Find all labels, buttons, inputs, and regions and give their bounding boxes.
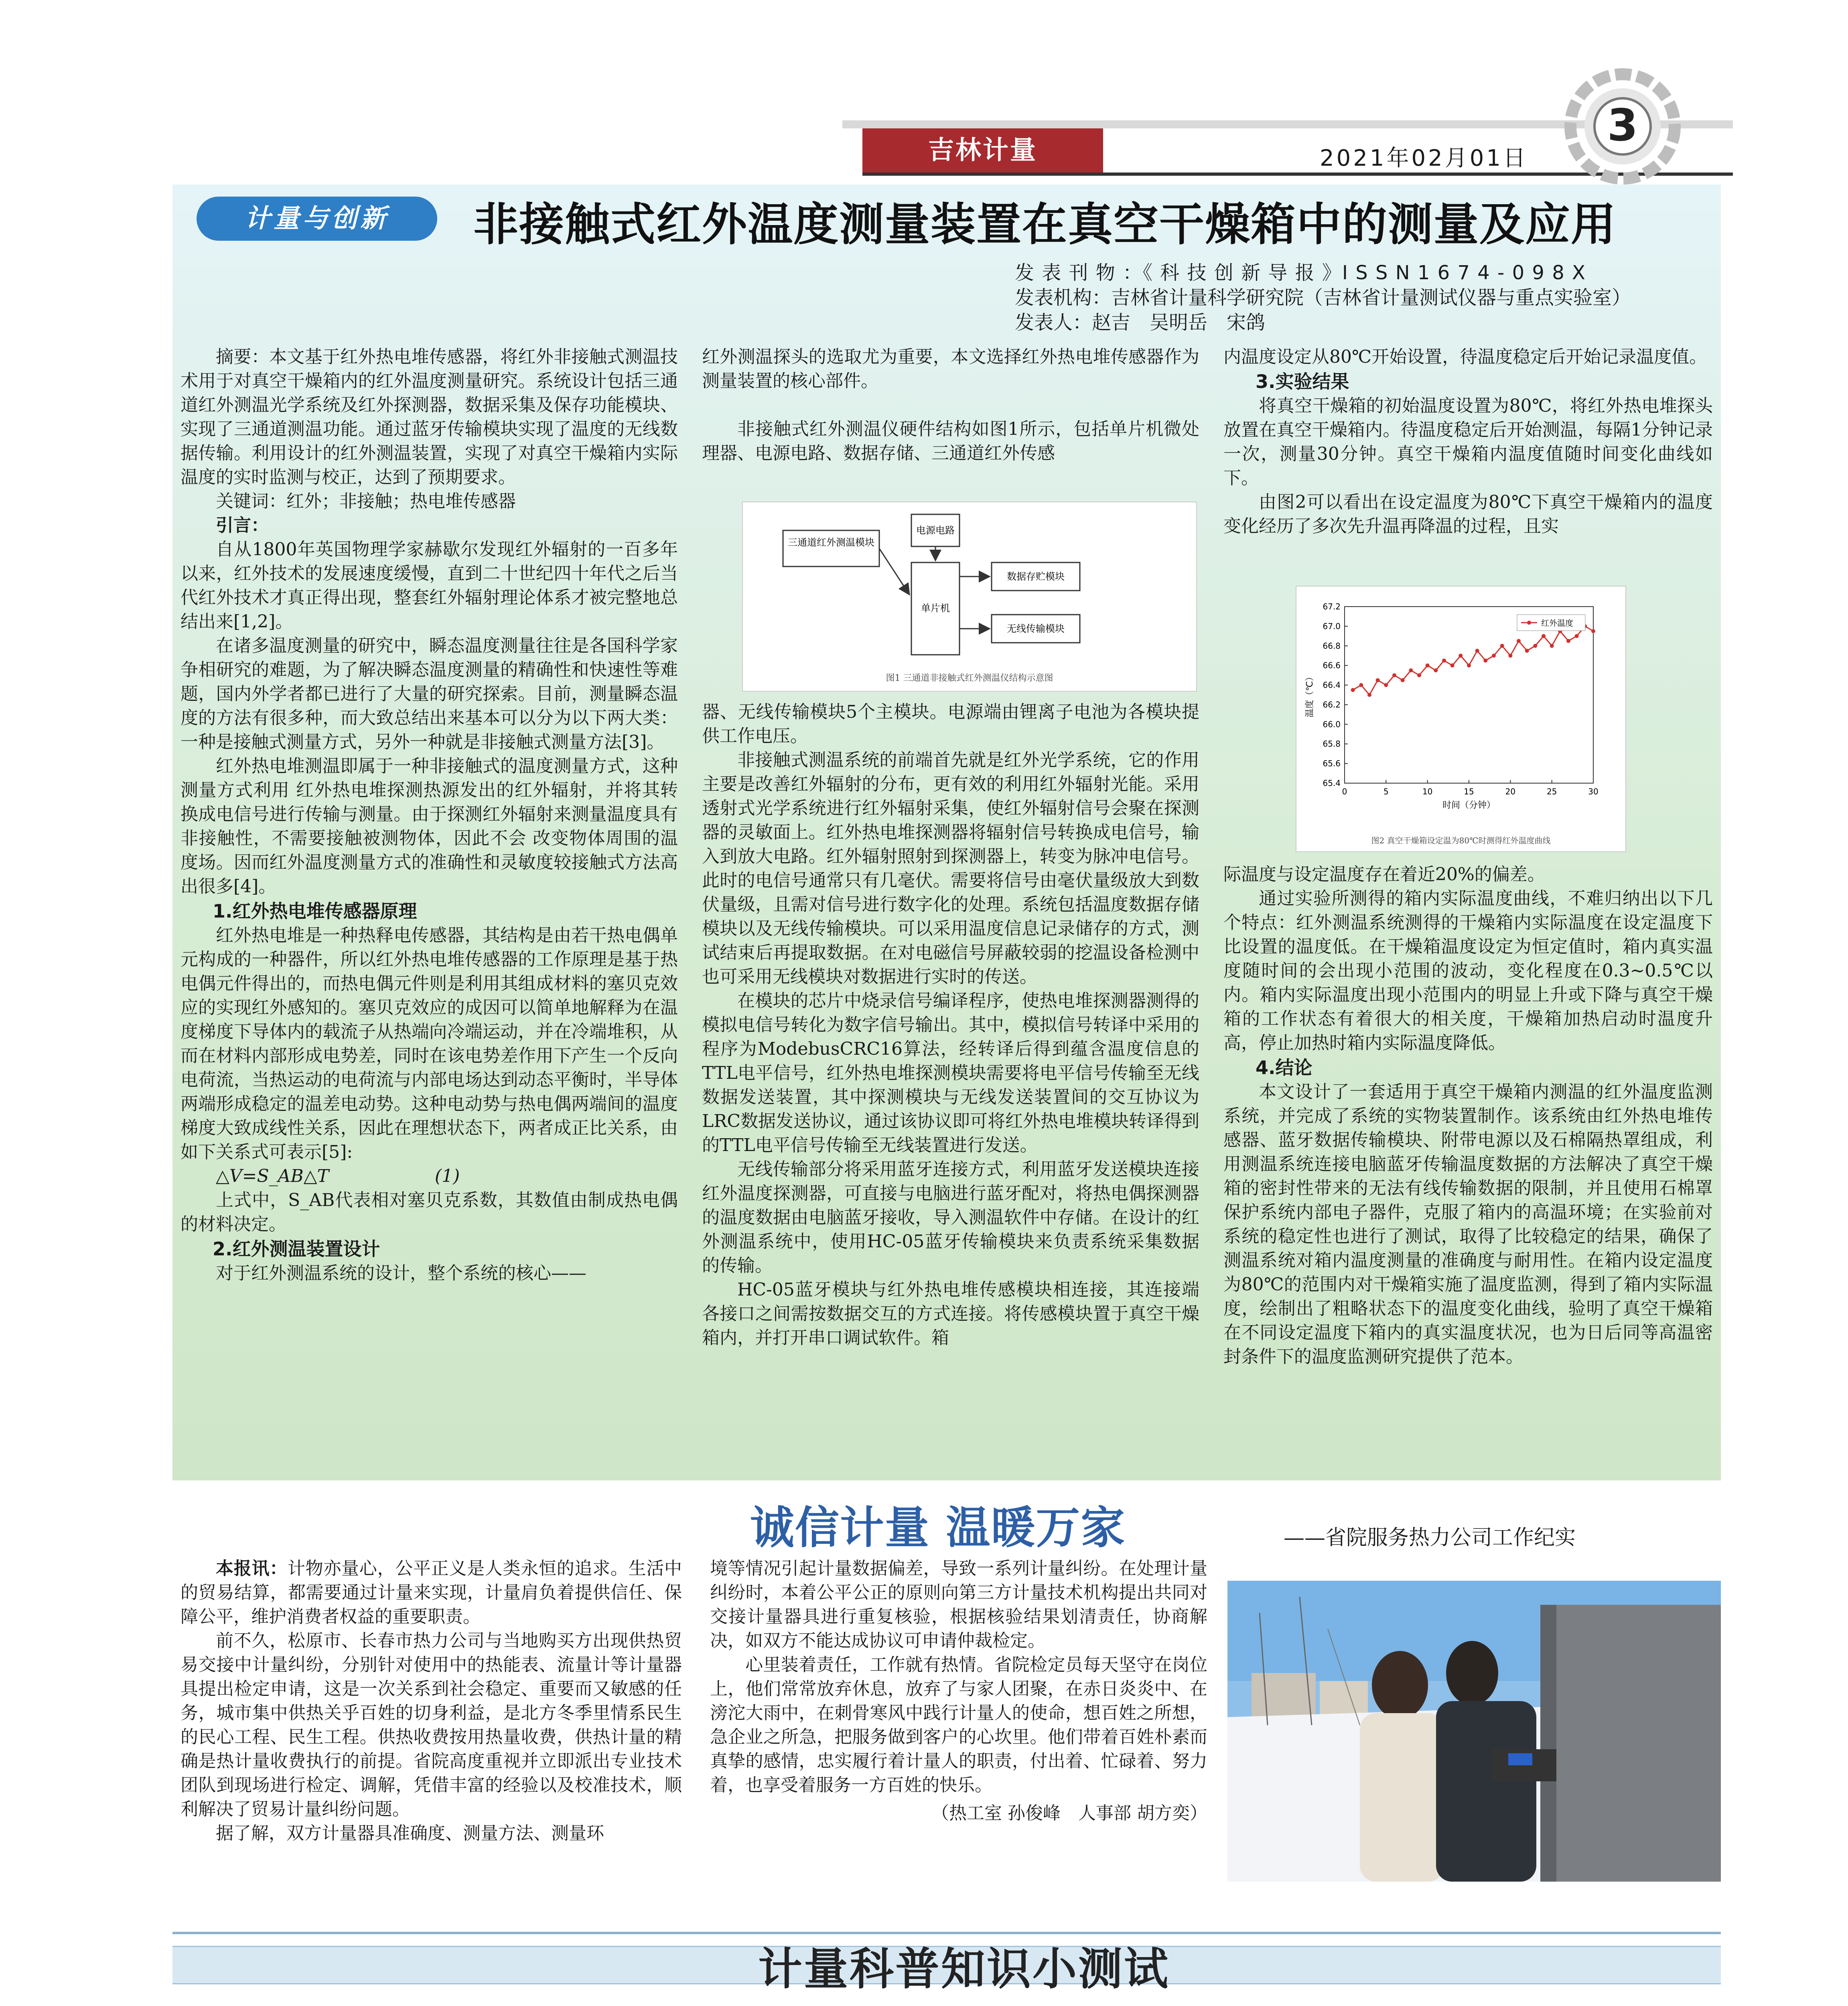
paragraph: 红外测温探头的选取尤为重要，本文选择红外热电堆传感器作为测量装置的核心部件。 bbox=[702, 347, 1199, 391]
paragraph: 通过实验所测得的箱内实际温度曲线，不难归纳出以下几个特点：红外测温系统测得的干燥箱内实际温度在设定温度下比设置的温度低。在干燥箱温度设定为恒定值时，箱内真实温度随时间的会出现小范围的波动，变化程度在0.3~0.5℃以内。箱内实际温度出现小范围内的明显上升或下降与真空干燥箱的工作状态有着很大的相关度，干燥箱加热启动时温度升高，停止加热时箱内实际温度降低。 bbox=[1223, 888, 1713, 1053]
data-point bbox=[1409, 668, 1413, 672]
figure-1-caption: 图1 三通道非接触式红外测温仪结构示意图 bbox=[886, 673, 1053, 683]
series-line bbox=[1353, 626, 1593, 695]
meta-authors: 发表人：赵吉 吴明岳 宋鸽 bbox=[1015, 311, 1266, 334]
y-tick-label: 66.8 bbox=[1323, 641, 1341, 651]
x-tick-label: 20 bbox=[1505, 787, 1516, 796]
y-tick-label: 67.0 bbox=[1323, 621, 1341, 631]
data-point bbox=[1525, 649, 1529, 653]
lead-text: 计物亦量心，公平正义是人类永恒的追求。生活中的贸易结算，都需要通过计量来实现，计量肩负着提供信任、保障公平，维护消费者权益的重要职责。 bbox=[181, 1558, 682, 1627]
y-tick-label: 65.6 bbox=[1323, 759, 1341, 769]
paragraph: 非接触式红外测温仪硬件结构如图1所示，包括单片机微处理器、电源电路、数据存储、三通道红外传感 bbox=[702, 419, 1199, 463]
meta-organization: 发表机构：吉林省计量科学研究院（吉林省计量测试仪器与重点实验室） bbox=[1015, 286, 1631, 309]
box-ir-module: 三通道红外测温模块 bbox=[788, 537, 874, 548]
y-tick-label: 66.2 bbox=[1323, 700, 1341, 710]
y-tick-label: 65.4 bbox=[1323, 778, 1341, 788]
x-tick-label: 10 bbox=[1422, 787, 1433, 796]
data-point bbox=[1483, 658, 1487, 662]
lead-label: 本报讯： bbox=[216, 1558, 288, 1579]
paragraph: HC-05蓝牙模块与红外热电堆传感模块相连接，其连接端各接口之间需按数据交互的方式连接。将传感模块置于真空干燥箱内，并打开串口调试软件。箱 bbox=[702, 1279, 1199, 1348]
quiz-title: 计量科普知识小测试 bbox=[758, 1943, 1170, 1995]
section-heading: 4.结论 bbox=[1256, 1057, 1312, 1078]
x-axis-label: 时间（分钟） bbox=[1442, 800, 1496, 810]
y-tick-label: 66.4 bbox=[1323, 680, 1341, 690]
data-point bbox=[1450, 664, 1454, 668]
byline: （热工室 孙俊峰 人事部 胡方奕） bbox=[931, 1803, 1207, 1823]
data-point bbox=[1376, 678, 1380, 682]
x-tick-label: 15 bbox=[1464, 787, 1474, 796]
data-point bbox=[1591, 629, 1595, 633]
paragraph: 本文设计了一套适用于真空干燥箱内测温的红外温度监测系统，并完成了系统的实物装置制作。该系统由红外热电堆传感器、蓝牙数据传输模块、附带电源以及石棉隔热罩组成，利用测温系统连接电脑蓝牙传输温度数据的方法解决了真空干燥箱的密封性带来的无法有线传输数据的限制，并且使用石棉罩保护系统内部电子器件，克服了箱内的高温环境；在实验前对系统的稳定性也进行了测试，取得了比较稳定的结果，确保了测温系统对箱内温度测量的准确度与耐用性。在箱内设定温度为80℃的范围内对干燥箱实施了温度监测，得到了箱内实际温度，绘制出了粗略状态下的温度变化曲线，验明了真空干燥箱在不同设定温度下箱内的真实温度状况，也为日后同等高温密封条件下的温度监测研究提供了范本。 bbox=[1223, 1082, 1713, 1367]
paragraph: 红外热电堆测温即属于一种非接触式的温度测量方式，这种测量方式利用 红外热电堆探测热源发出的红外辐射，并将其转换成电信号进行传输与测量。由于探测红外辐射来测量温度具有非接触性，不需要接触被测物体，因此不会 改变物体周围的温度场。因而红外温度测量方式的准确性和灵敏度较接触式方法高出很多[4]。 bbox=[181, 756, 678, 897]
data-point bbox=[1500, 644, 1504, 648]
box-wireless: 无线传输模块 bbox=[1007, 623, 1065, 634]
keywords: 关键词：红外；非接触；热电堆传感器 bbox=[216, 491, 516, 512]
x-tick-label: 30 bbox=[1588, 787, 1598, 796]
x-tick-label: 0 bbox=[1342, 787, 1347, 796]
article2-column-2 bbox=[710, 1557, 1207, 1825]
data-point bbox=[1542, 634, 1546, 638]
page-number-badge bbox=[1564, 68, 1681, 185]
paragraph: 心里装着责任，工作就有热情。省院检定员每天坚守在岗位上，他们常常放弃休息，放弃了与家人团聚，在赤日炎炎中、在滂沱大雨中，在刺骨寒风中践行计量人的使命，想百姓之所想，急企业之所急，把服务做到客户的心坎里。他们带着百姓朴素而真挚的感情，忠实履行着计量人的职责，付出着、忙碌着、努力着，也享受着服务一方百姓的快乐。 bbox=[710, 1655, 1207, 1795]
paragraph: 自从1800年英国物理学家赫歇尔发现红外辐射的一百多年以来，红外技术的发展速度缓慢，直到二十世纪四十年代之后当代红外技术才真正得出现，整套红外辐射理论体系才被完整地总结出来[1,2]。 bbox=[181, 539, 678, 632]
article1-column-2a bbox=[702, 345, 1199, 465]
temperature-line-chart bbox=[1296, 587, 1625, 851]
y-tick-label: 65.8 bbox=[1323, 739, 1341, 749]
data-point bbox=[1359, 683, 1363, 687]
data-point bbox=[1392, 673, 1396, 677]
paragraph: 际温度与设定温度存在着近20%的偏差。 bbox=[1223, 864, 1545, 885]
data-point bbox=[1467, 664, 1471, 668]
data-point bbox=[1550, 644, 1554, 648]
box-power: 电源电路 bbox=[916, 525, 955, 536]
article1-column-2b bbox=[702, 700, 1199, 1350]
page-number: 3 bbox=[1607, 99, 1638, 151]
data-point bbox=[1434, 668, 1438, 672]
data-point bbox=[1351, 688, 1355, 692]
masthead: 吉林计量 bbox=[862, 128, 1103, 173]
data-point bbox=[1533, 644, 1537, 648]
data-point bbox=[1384, 683, 1388, 687]
data-point bbox=[1367, 693, 1371, 697]
paragraph: 在诸多温度测量的研究中，瞬态温度测量往往是各国科学家争相研究的难题，为了解决瞬态温度测量的精确性和快速性等难题，国内外学者都已进行了大量的研究探索。目前，测量瞬态温度的方法有很多种，而大致总结出来基本可以分为以下两大类：一种是接触式测量方式，另外一种就是非接触式测量方法[3]。 bbox=[181, 636, 678, 752]
data-point bbox=[1575, 634, 1579, 638]
article-title: 非接触式红外温度测量装置在真空干燥箱中的测量及应用 bbox=[473, 199, 1617, 251]
data-point bbox=[1492, 654, 1496, 658]
paragraph: 对于红外测温系统的设计，整个系统的核心—— bbox=[216, 1263, 586, 1283]
section-tag: 计量与创新 bbox=[197, 197, 437, 241]
plot-frame bbox=[1345, 607, 1593, 783]
paragraph: 非接触式测温系统的前端首先就是红外光学系统，它的作用主要是改善红外辐射的分布，更有效的利用红外辐射光能。采用透射式光学系统进行红外辐射采集，使红外辐射信号会聚在探测器的灵敏面上。红外热电堆探测器将辐射信号转换成电信号，输入到放大电路。红外辐射照射到探测器上，转变为脉冲电信号。此时的电信号通常只有几毫伏。需要将信号由毫伏量级放大到数伏量级，且需对信号进行数字化的处理。系统包括温度数据存储模块以及无线传输模块。可以采用温度信息记录储存的方式，测试结束后再提取数据。在对电磁信号屏蔽较弱的挖温设备检测中也可采用无线模块对数据进行实时的传送。 bbox=[702, 750, 1199, 987]
article1-column-1 bbox=[181, 345, 678, 1285]
y-tick-label: 66.0 bbox=[1323, 719, 1341, 729]
formula: △V=S_AB△T (1) bbox=[216, 1166, 460, 1186]
article2-subtitle: ——省院服务热力公司工作纪实 bbox=[1284, 1526, 1576, 1550]
issue-date: 2021年02月01日 bbox=[1320, 145, 1528, 171]
box-mcu: 单片机 bbox=[921, 603, 950, 614]
data-point bbox=[1426, 664, 1430, 668]
paragraph: 据了解，双方计量器具准确度、测量方法、测量环 bbox=[216, 1823, 604, 1844]
data-point bbox=[1475, 649, 1479, 653]
meta-journal: 发 表 刊 物 ：《 科 技 创 新 导 报 》I S S N 1 6 7 4 - 0 9 8 X bbox=[1015, 262, 1586, 284]
figure-1-block-diagram bbox=[742, 502, 1197, 692]
paragraph: 境等情况引起计量数据偏差，导致一系列计量纠纷。在处理计量纠纷时，本着公平公正的原则向第三方计量技术机构提出共同对交接计量器具进行重复核验，根据核验结果划清责任，协商解决，如双方不能达成协议可申请仲裁检定。 bbox=[710, 1558, 1207, 1651]
y-tick-label: 67.2 bbox=[1323, 602, 1341, 611]
paragraph: 内温度设定从80℃开始设置，待温度稳定后开始记录温度值。 bbox=[1223, 347, 1707, 367]
figure-2-temperature-chart bbox=[1296, 586, 1626, 852]
data-point bbox=[1459, 654, 1463, 658]
paragraph: 上式中，S_AB代表相对塞贝克系数，其数值由制成热电偶的材料决定。 bbox=[181, 1190, 678, 1234]
paragraph: 将真空干燥箱的初始温度设置为80℃，将红外热电堆探头放置在真空干燥箱内。待温度稳定后开始测温，每隔1分钟记录一次，测量30分钟。真空干燥箱内温度值随时间变化曲线如下。 bbox=[1223, 396, 1713, 488]
intro-heading: 引言： bbox=[216, 515, 269, 536]
article2-column-1 bbox=[181, 1557, 682, 1846]
data-point bbox=[1401, 678, 1405, 682]
article2-photo bbox=[1227, 1581, 1721, 1882]
legend-label: 红外温度 bbox=[1541, 618, 1573, 628]
y-axis-label: 温度（℃） bbox=[1305, 672, 1315, 718]
section-heading: 3.实验结果 bbox=[1256, 371, 1349, 392]
paragraph: 在模块的芯片中烧录信号编译程序，使热电堆探测器测得的模拟电信号转化为数字信号输出。其中，模拟信号转译中采用的程序为ModebusCRC16算法，经转译后得到蕴含温度信息的TTL电平信号，红外热电堆探测模块需要将电平信号传输至无线数据发送装置，其中探测模块与无线发送装置间的交互协议为LRC数据发送协议，通过该协议即可将红外热电堆模块转译得到的TTL电平信号传输至无线装置进行发送。 bbox=[702, 991, 1200, 1155]
article1-column-3b bbox=[1223, 863, 1713, 1369]
box-storage: 数据存贮模块 bbox=[1007, 571, 1065, 582]
data-point bbox=[1417, 673, 1421, 677]
section-heading: 2.红外测温装置设计 bbox=[213, 1238, 380, 1260]
x-tick-label: 25 bbox=[1546, 787, 1557, 796]
article1-column-3a bbox=[1223, 345, 1713, 538]
x-tick-label: 5 bbox=[1383, 787, 1389, 796]
article2-title: 诚信计量 温暖万家 bbox=[750, 1502, 1126, 1553]
data-point bbox=[1566, 639, 1570, 643]
paragraph: 红外热电堆是一种热释电传感器，其结构是由若干热电偶单元构成的一种器件，所以红外热电堆传感器的工作原理是基于热电偶元件得出的，而热电偶元件则是利用其组成材料的塞贝克效应的实现红外感知的。塞贝克效应的成因可以简单地解释为在温度梯度下导体内的载流子从热端向冷端运动，并在冷端堆积，从而在材料内部形成电势差，同时在该电势差作用下产生一个反向电荷流，当热运动的电荷流与内部电场达到动态平衡时，半导体两端形成稳定的温差电动势。这种电动势与热电偶两端间的温度梯度大致成线性关系，因此在理想状态下，两者成正比关系，由如下关系式可表示[5]: bbox=[181, 925, 678, 1162]
y-tick-label: 66.6 bbox=[1323, 660, 1341, 670]
data-point bbox=[1442, 658, 1446, 662]
section-heading: 1.红外热电堆传感器原理 bbox=[213, 900, 417, 922]
paragraph: 前不久，松原市、长春市热力公司与当地购买方出现供热贸易交接中计量纠纷，分别针对使用中的热能表、流量计等计量器具提出检定申请，这是一次关系到社会稳定、重要而又敏感的任务，城市集中供热关乎百姓的切身利益，是北方冬季里情系民生的民心工程、民生工程。供热收费按用热量收费，供热计量的精确是热计量收费执行的前提。省院高度重视并立即派出专业技术团队到现场进行检定、调解，凭借丰富的经验以及校准技术，顺利解决了贸易计量纠纷问题。 bbox=[181, 1630, 682, 1819]
figure-2-caption: 图2 真空干燥箱设定温为80℃时测得红外温度曲线 bbox=[1371, 836, 1551, 845]
paragraph: 无线传输部分将采用蓝牙连接方式，利用蓝牙发送模块连接红外温度探测器，可直接与电脑进行蓝牙配对，将热电偶探测器的温度数据由电脑蓝牙接收，导入测温软件中存储。在设计的红外测温系统中，使用HC-05蓝牙传输模块来负责系统采集数据的传输。 bbox=[702, 1159, 1199, 1276]
legend-marker bbox=[1527, 621, 1531, 625]
data-point bbox=[1517, 639, 1521, 643]
abstract: 摘要：本文基于红外热电堆传感器，将红外非接触式测温技术用于对真空干燥箱内的红外温度测量研究。系统设计包括三通道红外测温光学系统及红外探测器，数据采集及保存功能模块、实现了三通道测温功能。通过蓝牙传输模块实现了温度的无线数据传输。利用设计的红外测温装置，实现了对真空干燥箱内实际温度的实时监测与校正，达到了预期要求。 bbox=[181, 347, 678, 487]
paragraph: 器、无线传输模块5个主模块。电源端由锂离子电池为各模块提供工作电压。 bbox=[702, 702, 1199, 746]
data-point bbox=[1508, 654, 1512, 658]
paragraph: 由图2可以看出在设定温度为80℃下真空干燥箱内的温度变化经历了多次先升温再降温的过程，且实 bbox=[1223, 492, 1713, 536]
